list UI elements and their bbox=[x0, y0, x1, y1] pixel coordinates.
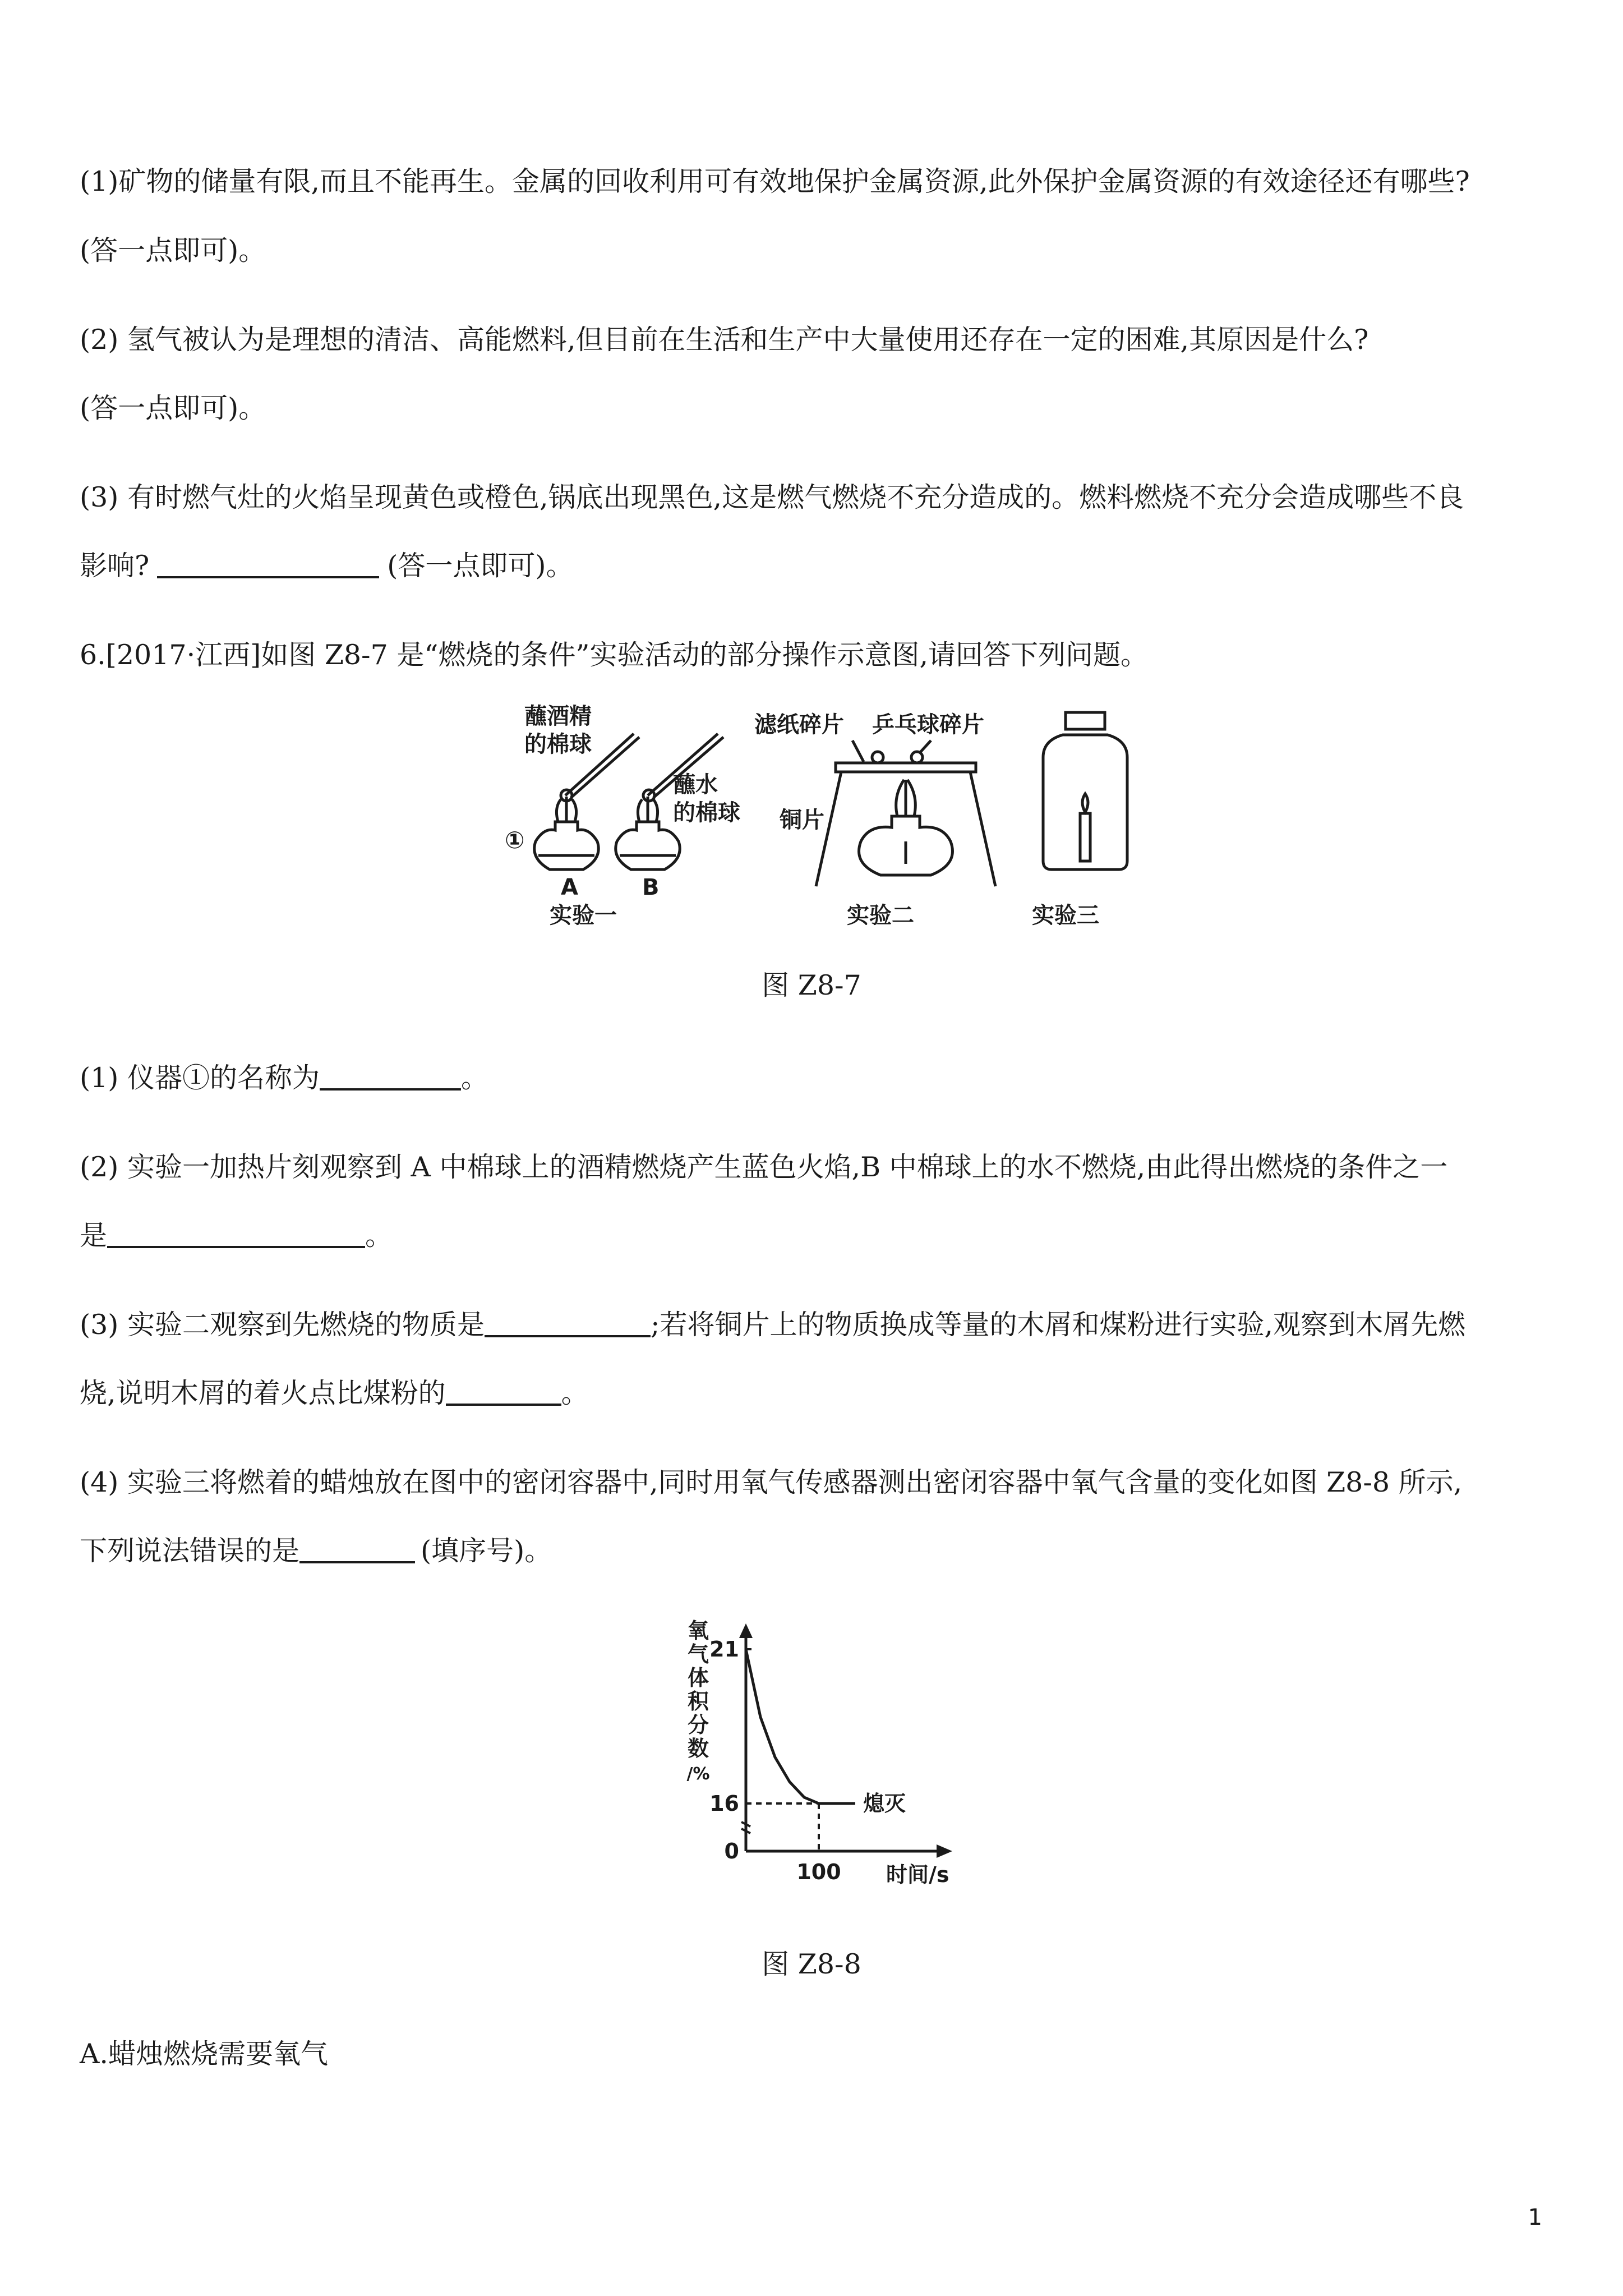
label-alcohol-ball-1: 蘸酒精 bbox=[524, 703, 592, 729]
x-axis-label: 时间/s bbox=[886, 1862, 949, 1887]
q6-part4-line1: (4) 实验三将燃着的蜡烛放在图中的密闭容器中,同时用氧气传感器测出密闭容器中氧气含量的变化如图 Z8-8 所示, bbox=[80, 1466, 1463, 1498]
annotation-extinguished: 熄灭 bbox=[863, 1791, 906, 1816]
q6-part4-prefix: 下列说法错误的是 bbox=[80, 1535, 300, 1567]
answer-blank[interactable] bbox=[107, 1218, 365, 1248]
label-instrument-1: ① bbox=[505, 826, 525, 854]
answer-blank[interactable] bbox=[157, 548, 379, 578]
label-experiment-1: 实验一 bbox=[550, 903, 617, 928]
q6-part2-prefix: 是 bbox=[80, 1220, 108, 1251]
label-water-ball-2: 的棉球 bbox=[673, 800, 740, 826]
q6-part1-text: (1) 仪器①的名称为 bbox=[80, 1062, 320, 1094]
q5-part3-suffix: (答一点即可)。 bbox=[387, 550, 574, 582]
q5-part1-line1: (1)矿物的储量有限,而且不能再生。金属的回收利用可有效地保护金属资源,此外保护金属资源的有效途径还有哪些? bbox=[80, 165, 1470, 197]
label-a: A bbox=[561, 875, 578, 900]
q6-part3-text-c: 烧,说明木屑的着火点比煤粉的 bbox=[80, 1377, 446, 1409]
q5-part2-line1: (2) 氢气被认为是理想的清洁、高能燃料,但目前在生活和生产中大量使用还存在一定的困难,其原因是什么? bbox=[80, 324, 1369, 356]
q6-part3-line2 bbox=[80, 1375, 1549, 1411]
answer-blank[interactable] bbox=[320, 1060, 461, 1091]
label-water-ball-1: 蘸水 bbox=[673, 772, 718, 798]
q5-part3-prefix: 影响? bbox=[80, 550, 150, 582]
label-copper-plate: 铜片 bbox=[780, 807, 824, 833]
q6-part3-text-b: ;若将铜片上的物质换成等量的木屑和煤粉进行实验,观察到木屑先燃 bbox=[651, 1309, 1466, 1341]
y-axis-label-char: 体 bbox=[687, 1665, 709, 1690]
y-tick-label: 0 bbox=[724, 1839, 739, 1864]
label-alcohol-ball-2: 的棉球 bbox=[524, 731, 592, 757]
y-tick-label: 16 bbox=[709, 1791, 739, 1816]
figure-z8-7 bbox=[505, 701, 1138, 937]
y-axis-label-char: /% bbox=[686, 1764, 710, 1784]
x-tick-label: 100 bbox=[796, 1860, 841, 1884]
y-tick-label: 21 bbox=[709, 1637, 739, 1662]
q5-part2-line2: (答一点即可)。 bbox=[80, 392, 266, 424]
series-line-oxygen bbox=[746, 1649, 855, 1803]
alcohol-lamp-a bbox=[534, 797, 598, 869]
option-a: A.蜡烛燃烧需要氧气 bbox=[80, 2038, 328, 2070]
alcohol-lamp-b bbox=[616, 797, 680, 869]
q6-part2-line1: (2) 实验一加热片刻观察到 A 中棉球上的酒精燃烧产生蓝色火焰,B 中棉球上的水不燃烧,由此得出燃烧的条件之一 bbox=[80, 1151, 1448, 1183]
x-axis-arrow bbox=[937, 1844, 952, 1858]
y-axis-label-char: 氧 bbox=[687, 1618, 709, 1643]
q6-part2-end: 。 bbox=[365, 1220, 393, 1251]
q5-part3-line1: (3) 有时燃气灶的火焰呈现黄色或橙色,锅底出现黑色,这是燃气燃烧不充分造成的。燃料燃烧不充分会造成哪些不良 bbox=[80, 481, 1464, 513]
answer-blank[interactable] bbox=[446, 1375, 561, 1406]
tripod-with-copper-plate bbox=[816, 752, 995, 886]
answer-blank[interactable] bbox=[485, 1307, 651, 1337]
answer-blank[interactable] bbox=[299, 1533, 415, 1563]
q6-part1 bbox=[80, 1060, 1549, 1096]
y-axis-label-char: 分 bbox=[687, 1713, 709, 1737]
figure-z8-8-chart bbox=[673, 1616, 965, 1902]
q6-part2-line2 bbox=[80, 1218, 1549, 1254]
y-axis-arrow bbox=[739, 1623, 753, 1638]
page-number: 1 bbox=[1528, 2205, 1542, 2230]
q5-part3-line2 bbox=[80, 548, 1549, 584]
q6-part3-text-a: (3) 实验二观察到先燃烧的物质是 bbox=[80, 1309, 485, 1341]
y-axis-label-char: 积 bbox=[687, 1689, 709, 1714]
y-axis-label-char: 数 bbox=[687, 1736, 709, 1761]
sealed-bottle-with-candle bbox=[1043, 712, 1127, 869]
q6-part3-line1 bbox=[80, 1307, 1549, 1343]
label-experiment-2: 实验二 bbox=[847, 903, 914, 928]
q5-part1-line2: (答一点即可)。 bbox=[80, 234, 266, 266]
label-experiment-3: 实验三 bbox=[1032, 903, 1099, 928]
figure-z8-7-caption: 图 Z8-7 bbox=[762, 969, 861, 1001]
q6-part1-end: 。 bbox=[461, 1062, 489, 1094]
q6-part3-end: 。 bbox=[561, 1377, 589, 1409]
q6-intro: 6.[2017·江西]如图 Z8-7 是“燃烧的条件”实验活动的部分操作示意图,请回答下列问题。 bbox=[80, 639, 1149, 671]
label-b: B bbox=[642, 875, 660, 900]
label-pingpong-ball: 乒乓球碎片 bbox=[872, 712, 984, 738]
q6-part4-line2 bbox=[80, 1533, 1549, 1569]
y-axis-label-char: 气 bbox=[687, 1642, 709, 1667]
figure-z8-8-caption: 图 Z8-8 bbox=[762, 1948, 861, 1980]
q6-part4-suffix: (填序号)。 bbox=[421, 1535, 552, 1567]
label-filter-paper: 滤纸碎片 bbox=[754, 712, 844, 738]
y-axis-label bbox=[686, 1618, 709, 1784]
